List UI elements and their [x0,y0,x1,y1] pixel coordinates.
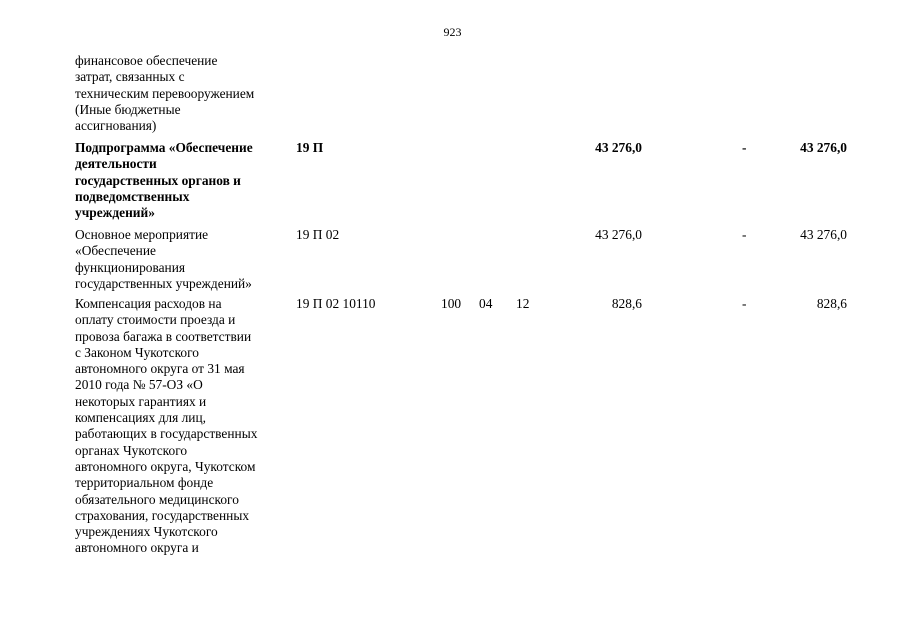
amount-total: 828,6 [611,296,642,311]
description-line: Компенсация расходов на [75,296,222,311]
description-line: работающих в государственных [75,426,258,442]
row-description [75,140,287,221]
amount-final: 43 276,0 [800,140,847,155]
amount-change: - [742,296,747,311]
description-line: территориальном фонде [75,475,214,491]
description-line: органах Чукотского [75,442,188,458]
description-line: «Обеспечение [75,243,156,259]
description-line: функционирования [75,259,186,275]
description-line: (Иные бюджетные [75,101,181,117]
description-line: Подпрограмма «Обеспечение [75,140,253,155]
description-line: учреждениях Чукотского [75,524,218,540]
expense-type-code: 100 [441,296,462,311]
description-line: страхования, государственных [75,507,250,523]
description-line: затрат, связанных с [75,69,185,85]
description-line: автономного округа и [75,540,199,556]
budget-code: 19 П [296,140,324,155]
amount-final: 43 276,0 [800,227,847,242]
description-line: ассигнования) [75,118,157,134]
amount-final: 828,6 [816,296,847,311]
description-line: деятельности [75,156,157,172]
description-line: автономного округа от 31 мая [75,361,245,377]
description-line: 2010 года № 57-ОЗ «О [75,377,203,393]
description-line: техническим перевооружением [75,85,255,101]
amount-change: - [742,227,747,242]
section-code: 04 [479,296,493,311]
description-line: государственных учреждений» [75,275,252,291]
subsection-code: 12 [516,296,530,311]
budget-code: 19 П 02 10110 [296,296,376,311]
description-line: учреждений» [75,205,155,221]
amount-change: - [742,140,747,155]
row-description [75,227,287,292]
description-line: финансовое обеспечение [75,53,218,68]
description-line: автономного округа, Чукотском [75,458,256,474]
row-description [75,296,287,557]
description-line: Основное мероприятие [75,227,209,242]
budget-code: 19 П 02 [296,227,340,242]
description-line: с Законом Чукотского [75,344,199,360]
description-line: оплату стоимости проезда и [75,312,236,328]
description-line: компенсациях для лиц, [75,410,206,426]
description-line: некоторых гарантиях и [75,393,207,409]
amount-total: 43 276,0 [595,227,642,242]
row-description [75,53,287,134]
page-number: 923 [443,25,462,39]
description-line: подведомственных [75,188,190,204]
description-line: обязательного медицинского [75,491,239,507]
description-line: провоза багажа в соответствии [75,328,252,344]
description-line: государственных органов и [75,172,241,188]
amount-total: 43 276,0 [595,140,642,155]
